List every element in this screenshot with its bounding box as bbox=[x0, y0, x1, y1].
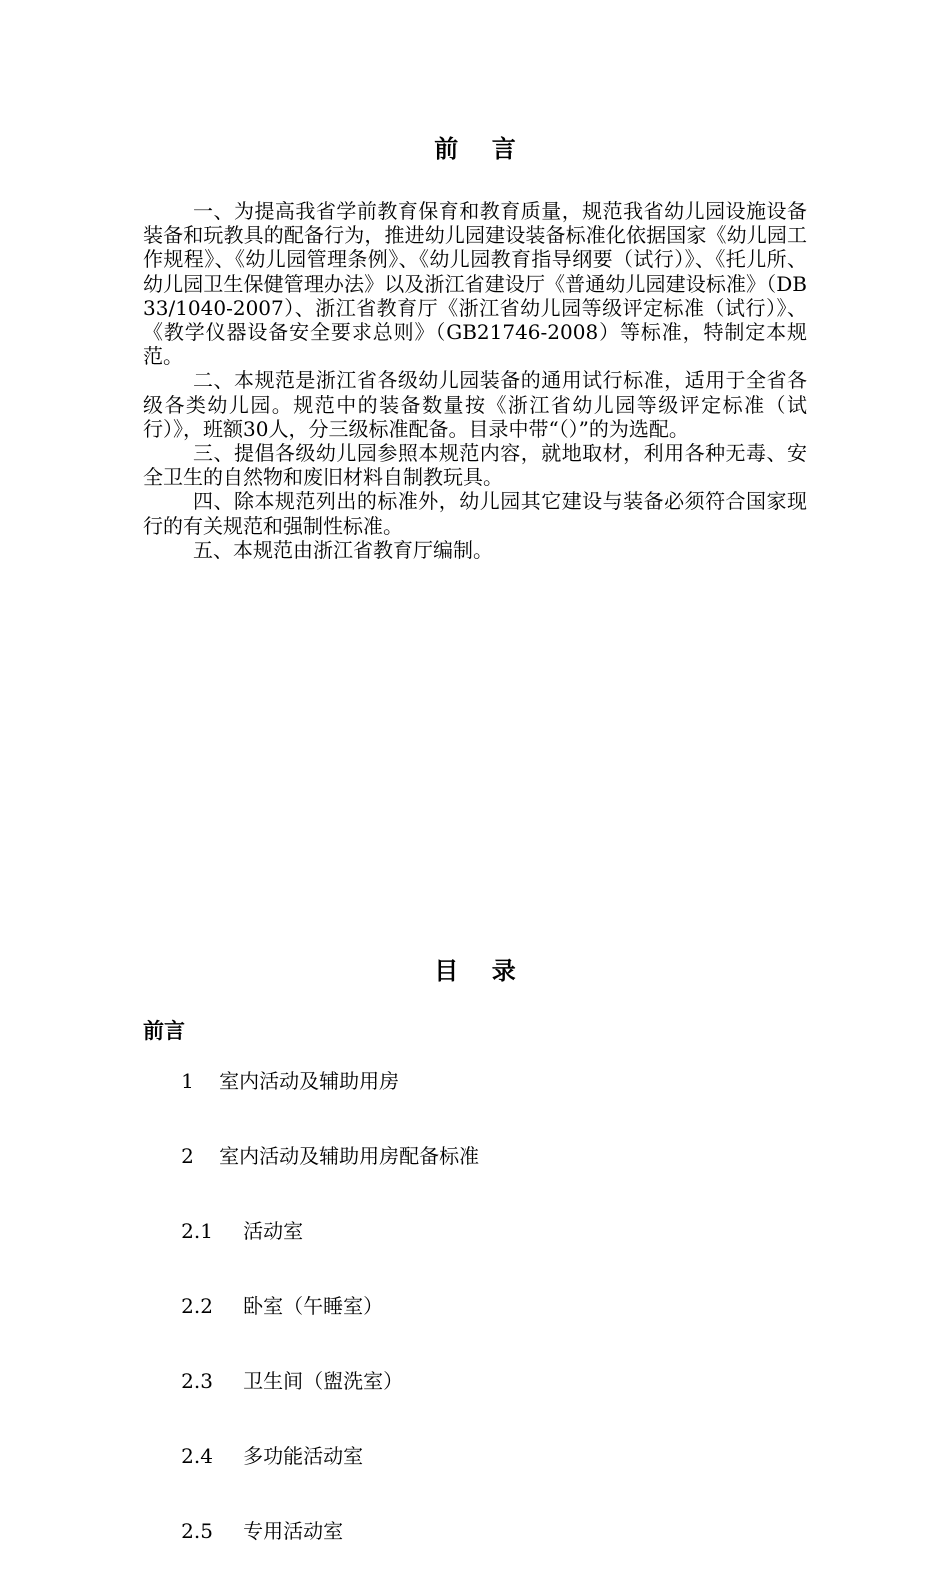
toc-entry[interactable] bbox=[143, 1119, 807, 1194]
preface-paragraph-2: 二、本规范是浙江省各级幼儿园装备的通用试行标准，适用于全省各级各类幼儿园。规范中的装备数量按《浙江省幼儿园等级评定标准（试行）》，班额30人，分三级标准配备。目录中带“（）”的为选配。 bbox=[143, 368, 807, 441]
preface-paragraph-4: 四、除本规范列出的标准外，幼儿园其它建设与装备必须符合国家现行的有关规范和强制性标准。 bbox=[143, 489, 807, 538]
toc-entry[interactable] bbox=[143, 1269, 807, 1344]
toc-entry[interactable] bbox=[143, 1419, 807, 1494]
toc-entry-label: 卧室（午睡室） bbox=[243, 1294, 384, 1318]
toc-entry[interactable] bbox=[143, 1194, 807, 1269]
toc-entry-label: 室内活动及辅助用房配备标准 bbox=[219, 1144, 480, 1168]
preface-paragraph-3: 三、提倡各级幼儿园参照本规范内容，就地取材，利用各种无毒、安全卫生的自然物和废旧材料自制教玩具。 bbox=[143, 441, 807, 490]
toc-entry-number: 2.1 bbox=[181, 1219, 213, 1243]
preface-paragraph-1: 一、为提高我省学前教育保育和教育质量，规范我省幼儿园设施设备装备和玩教具的配备行为，推进幼儿园建设装备标准化依据国家《幼儿园工作规程》、《幼儿园管理条例》、《幼儿园教育指导纲要（试行）》、《托儿所、幼儿园卫生保健管理办法》以及浙江省建设厅《普通幼儿园建设标准》（DB33/1040-2007）、浙江省教育厅《浙江省幼儿园等级评定标准（试行）》、《教学仪器设备安全要求总则》（GB21746-2008）等标准，特制定本规范。 bbox=[143, 199, 807, 369]
toc-entry-label: 卫生间（盥洗室） bbox=[243, 1369, 404, 1393]
table-of-contents bbox=[143, 1019, 807, 1569]
toc-entry[interactable] bbox=[143, 1044, 807, 1119]
toc-entry[interactable] bbox=[143, 1344, 807, 1419]
toc-entry-number: 2 bbox=[181, 1144, 194, 1168]
toc-entry[interactable] bbox=[143, 1494, 807, 1569]
toc-entry-label: 多功能活动室 bbox=[243, 1444, 364, 1468]
preface-paragraph-5: 五、本规范由浙江省教育厅编制。 bbox=[193, 537, 493, 562]
toc-entry-label: 活动室 bbox=[243, 1219, 304, 1243]
toc-entry-number: 2.5 bbox=[181, 1519, 213, 1543]
preface-title: 前 言 bbox=[434, 135, 516, 163]
preface-body bbox=[143, 199, 807, 562]
toc-entry-label: 专用活动室 bbox=[243, 1519, 344, 1543]
toc-entry-label: 室内活动及辅助用房 bbox=[219, 1069, 400, 1093]
toc-title: 目 录 bbox=[434, 957, 516, 985]
toc-entry-number: 2.2 bbox=[181, 1294, 213, 1318]
toc-entry-number: 1 bbox=[181, 1069, 194, 1093]
toc-entry-preface[interactable]: 前言 bbox=[143, 1019, 185, 1043]
toc-entry-number: 2.3 bbox=[181, 1369, 213, 1393]
toc-entry-number: 2.4 bbox=[181, 1444, 213, 1468]
